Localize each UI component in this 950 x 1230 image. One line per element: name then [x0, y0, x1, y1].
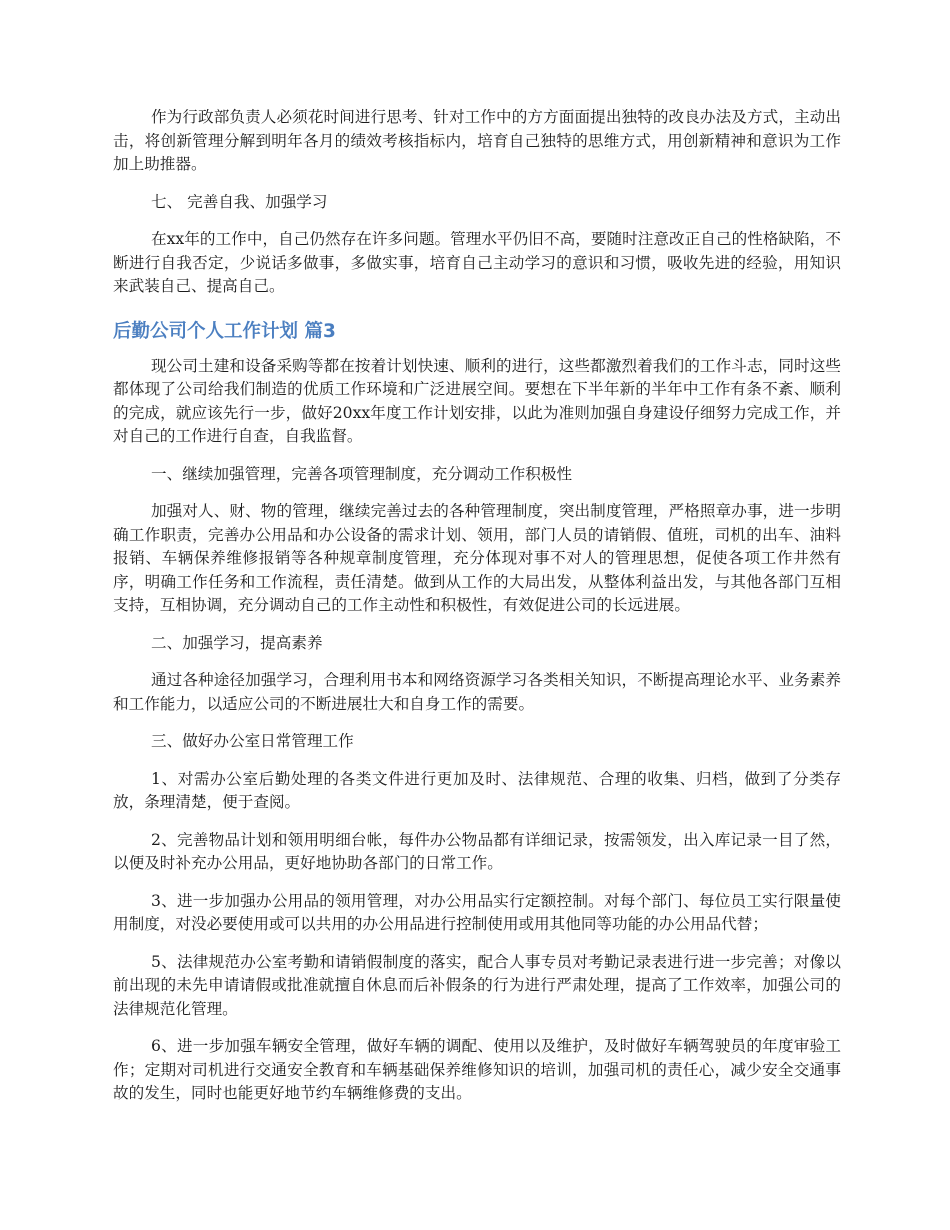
- body-heading-2: 二、加强学习，提高素养: [151, 633, 323, 652]
- body-item-6: 6、进一步加强车辆安全管理，做好车辆的调配、使用以及维护，及时做好车辆驾驶员的年度审验工作；定期对司机进行交通安全教育和车辆基础保养维修知识的培训，加强司机的责任心，减少安全交通事故的发生，同时也能更好地节约车辆维修费的支出。: [113, 1037, 841, 1102]
- body-paragraph-intro: 现公司土建和设备采购等都在按着计划快速、顺利的进行，这些都激烈着我们的工作斗志，同时这些都体现了公司给我们制造的优质工作环境和广泛进展空间。要想在下半年新的半年中工作有条不紊、顺利的完成，就应该先行一步，做好20xx年度工作计划安排，以此为准则加强自身建设仔细努力完成工作，并对自己的工作进行自查，自我监督。: [113, 356, 841, 445]
- body-item-3: 3、进一步加强办公用品的领用管理，对办公用品实行定额控制。对每个部门、每位员工实行限量使用制度，对没必要使用或可以共用的办公用品进行控制使用或用其他同等功能的办公用品代替；: [113, 891, 841, 933]
- body-paragraph-learning: 通过各种途径加强学习，合理利用书本和网络资源学习各类相关知识，不断提高理论水平、业务素养和工作能力，以适应公司的不断进展壮大和自身工作的需要。: [113, 671, 841, 713]
- body-heading-1: 一、继续加强管理，完善各项管理制度，充分调动工作积极性: [151, 464, 573, 483]
- document-body: [113, 106, 841, 1106]
- intro-paragraph-2: 在xx年的工作中，自己仍然存在许多问题。管理水平仍旧不高，要随时注意改正自己的性格缺陷，不断进行自我否定，少说话多做事，多做实事，培育自己主动学习的意识和习惯，吸收先进的经验，用知识来武装自己、提高自己。: [113, 230, 841, 295]
- body-item-2: 2、完善物品计划和领用明细台帐，每件办公物品都有详细记录，按需领发，出入库记录一目了然，以便及时补充办公用品，更好地协助各部门的日常工作。: [113, 830, 841, 872]
- body-item-1: 1、对需办公室后勤处理的各类文件进行更加及时、法律规范、合理的收集、归档，做到了分类存放，条理清楚，便于查阅。: [113, 769, 841, 811]
- body-paragraph-management: 加强对人、财、物的管理，继续完善过去的各种管理制度，突出制度管理，严格照章办事，进一步明确工作职责，完善办公用品和办公设备的需求计划、领用，部门人员的请销假、值班，司机的出车、油料报销、车辆保养维修报销等各种规章制度管理，充分体现对事不对人的管理思想，促使各项工作井然有序，明确工作任务和工作流程，责任清楚。做到从工作的大局出发，从整体利益出发，与其他各部门互相支持，互相协调，充分调动自己的工作主动性和积极性，有效促进公司的长远进展。: [113, 502, 841, 614]
- section-title: 后勤公司个人工作计划 篇3: [113, 320, 336, 342]
- intro-paragraph-1: 作为行政部负责人必须花时间进行思考、针对工作中的方方面面提出独特的改良办法及方式，主动出击，将创新管理分解到明年各月的绩效考核指标内，培育自己独特的思维方式，用创新精神和意识为工作加上助推器。: [113, 108, 841, 173]
- intro-heading-improve-self: 七、 完善自我、加强学习: [151, 192, 328, 211]
- body-item-5: 5、法律规范办公室考勤和请销假制度的落实，配合人事专员对考勤记录表进行进一步完善；对像以前出现的未先申请请假或批准就擅自休息而后补假条的行为进行严肃处理，提高了工作效率，加强公司的法律规范化管理。: [113, 952, 841, 1018]
- body-heading-3: 三、做好办公室日常管理工作: [151, 732, 354, 750]
